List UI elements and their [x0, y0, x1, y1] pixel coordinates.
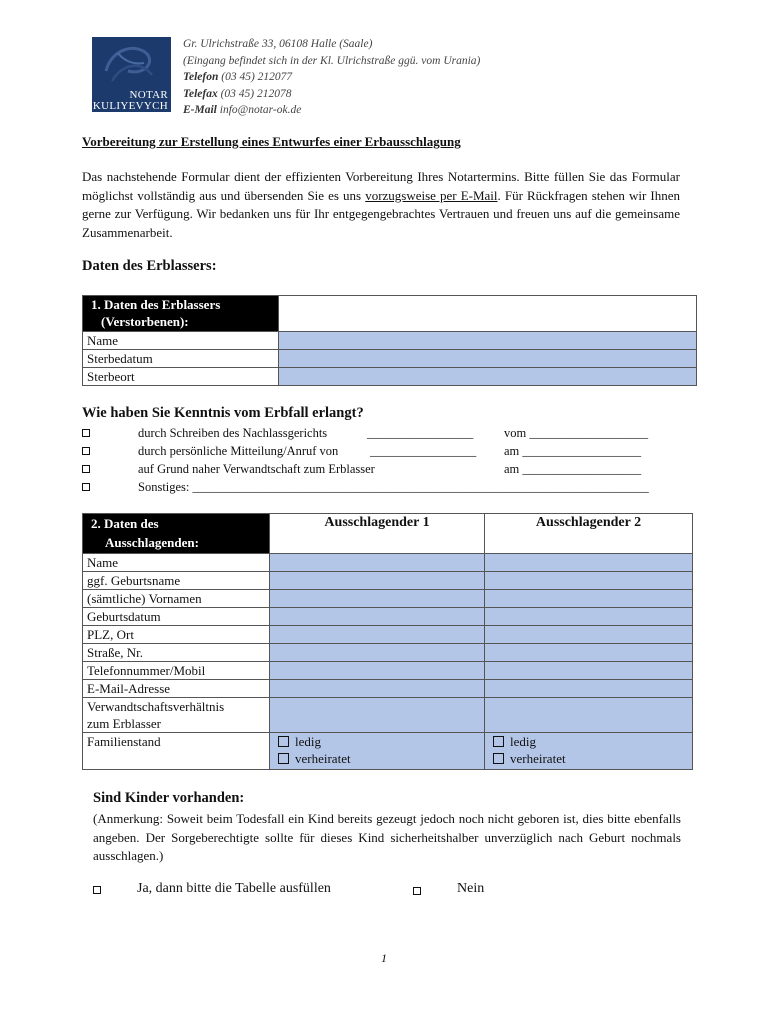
checkbox-single[interactable]	[278, 736, 289, 747]
renouncer2-field[interactable]	[485, 590, 693, 608]
renouncer2-field[interactable]	[485, 662, 693, 680]
testator-name-field[interactable]	[279, 332, 697, 350]
knowledge-heading: Wie haben Sie Kenntnis vom Erbfall erlangt?	[82, 405, 364, 421]
checkbox-married[interactable]	[278, 753, 289, 764]
relationship-line2: zum Erblasser	[87, 716, 162, 731]
renouncer1-field[interactable]	[270, 572, 485, 590]
row-label: (sämtliche) Vornamen	[83, 590, 270, 608]
relationship-line1: Verwandtschaftsverhältnis	[87, 699, 225, 714]
intro-text-2: . Für Rückfragen stehen wir Ihnen gerne zur Verfügung. Wir bedanken uns für Ihr entgegengebrachtes Vertrauen und freuen uns auf die gemeinsame Zusammenarbeit.	[82, 187, 680, 240]
option-label: ledig	[295, 734, 321, 749]
knowledge-option-1	[82, 426, 649, 441]
email-label: E-Mail	[183, 104, 217, 116]
children-note: (Anmerkung: Soweit beim Todesfall ein Kind bereits gezeugt jedoch noch nicht geboren ist, dies bitte ebenfalls angeben. Der Sorgeberechtigte sollte für dieses Kind sicherheitshalber unverzüglich nach Geburt nochmals ausschlagen.)	[93, 811, 681, 863]
fax-line	[183, 86, 480, 103]
children-options	[93, 881, 485, 899]
intro-text-1: Das nachstehende Formular dient der effizienten Vorbereitung Ihres Notartermins. Bitte füllen Sie das Formular möglichst vollständig aus und übersenden Sie es uns	[82, 169, 680, 203]
testator-table-header	[83, 296, 279, 332]
knowledge-option-2	[82, 444, 642, 459]
renouncer2-relationship-field[interactable]	[485, 698, 693, 733]
testator-header-line2: (Verstorbenen):	[101, 314, 189, 329]
renouncer2-field[interactable]	[485, 554, 693, 572]
testator-header-empty	[279, 296, 697, 332]
option-label: auf Grund naher Verwandtschaft zum Erblasser	[138, 462, 375, 476]
option-blank[interactable]: _________________	[367, 426, 474, 440]
row-label: Telefonnummer/Mobil	[83, 662, 270, 680]
option-label: durch persönliche Mitteilung/Anruf von	[138, 444, 339, 458]
logo-text-notar: NOTAR	[129, 89, 168, 101]
letterhead-address	[183, 36, 480, 119]
option-label: ledig	[510, 734, 536, 749]
checkbox-single[interactable]	[493, 736, 504, 747]
renouncer1-field[interactable]	[270, 662, 485, 680]
testator-row-label: Sterbeort	[83, 368, 279, 386]
option-label: Sonstiges: _________________________________________________________________________	[138, 480, 649, 494]
option-married[interactable]	[493, 750, 688, 767]
section1-heading: Daten des Erblassers:	[82, 258, 217, 274]
row-label: E-Mail-Adresse	[83, 680, 270, 698]
renouncer1-field[interactable]	[270, 554, 485, 572]
renouncer1-field[interactable]	[270, 590, 485, 608]
renouncer1-relationship-field[interactable]	[270, 698, 485, 733]
row-label: Geburtsdatum	[83, 608, 270, 626]
checkbox-court-letter[interactable]	[82, 429, 90, 437]
email-line	[183, 102, 480, 119]
renouncer-header-line2: Ausschlagenden:	[105, 535, 199, 550]
row-label: ggf. Geburtsname	[83, 572, 270, 590]
renouncer1-field[interactable]	[270, 608, 485, 626]
checkbox-children-no[interactable]	[413, 887, 421, 895]
checkbox-close-relation[interactable]	[82, 465, 90, 473]
email-address[interactable]: info@notar-ok.de	[219, 104, 302, 116]
intro-paragraph	[82, 168, 680, 242]
knowledge-option-3	[82, 462, 642, 477]
testator-row-label: Sterbedatum	[83, 350, 279, 368]
renouncer1-marital-options	[270, 733, 485, 770]
column-renouncer-2: Ausschlagender 2	[485, 514, 693, 554]
row-label: Name	[83, 554, 270, 572]
testator-death-date-field[interactable]	[279, 350, 697, 368]
renouncer1-field[interactable]	[270, 626, 485, 644]
renouncer2-field[interactable]	[485, 608, 693, 626]
page-number: 1	[381, 951, 387, 965]
phone-label: Telefon	[183, 71, 219, 83]
row-label: PLZ, Ort	[83, 626, 270, 644]
option-date-blank[interactable]: am ___________________	[504, 444, 642, 458]
option-label: verheiratet	[510, 751, 566, 766]
notary-logo	[92, 37, 171, 112]
column-renouncer-1: Ausschlagender 1	[270, 514, 485, 554]
option-date-blank[interactable]: am ___________________	[504, 462, 642, 476]
renouncer2-field[interactable]	[485, 680, 693, 698]
option-date-blank[interactable]: vom ___________________	[504, 426, 649, 440]
row-label: Straße, Nr.	[83, 644, 270, 662]
entrance-line: (Eingang befindet sich in der Kl. Ulrichstraße ggü. vom Urania)	[183, 54, 481, 67]
fax-number: (03 45) 212078	[220, 87, 292, 100]
checkbox-married[interactable]	[493, 753, 504, 764]
row-label-relationship	[83, 698, 270, 733]
renouncer2-marital-options	[485, 733, 693, 770]
renouncer-table-header	[83, 514, 270, 554]
renouncer2-field[interactable]	[485, 626, 693, 644]
children-heading: Sind Kinder vorhanden:	[93, 790, 245, 806]
renouncer2-field[interactable]	[485, 644, 693, 662]
logo-text-name: KULIYEVYCH	[92, 100, 168, 112]
option-label: durch Schreiben des Nachlassgerichts	[138, 426, 328, 440]
checkbox-personal-notice[interactable]	[82, 447, 90, 455]
checkbox-other[interactable]	[82, 483, 90, 491]
renouncer-table	[82, 513, 693, 770]
option-yes-label: Ja, dann bitte die Tabelle ausfüllen	[137, 881, 331, 896]
testator-death-place-field[interactable]	[279, 368, 697, 386]
renouncer1-field[interactable]	[270, 680, 485, 698]
page-title: Vorbereitung zur Erstellung eines Entwurfes einer Erbausschlagung	[82, 134, 461, 149]
phone-line	[183, 69, 480, 86]
testator-row-label: Name	[83, 332, 279, 350]
row-label-marital: Familienstand	[83, 733, 270, 770]
phone-number: (03 45) 212077	[221, 71, 293, 83]
knowledge-option-4	[82, 480, 649, 495]
logo-emblem-icon	[98, 41, 158, 87]
option-blank[interactable]: _________________	[370, 444, 477, 458]
fax-label: Telefax	[183, 87, 218, 100]
option-single[interactable]	[493, 733, 688, 750]
option-label: verheiratet	[295, 751, 351, 766]
renouncer-header-line1: 2. Daten des	[91, 516, 159, 531]
renouncer1-field[interactable]	[270, 644, 485, 662]
intro-email-emphasis: vorzugsweise per E-Mail	[365, 187, 498, 203]
address-line: Gr. Ulrichstraße 33, 06108 Halle (Saale)	[183, 38, 373, 50]
testator-table	[82, 295, 697, 386]
renouncer2-field[interactable]	[485, 572, 693, 590]
testator-header-line1: 1. Daten des Erblassers	[91, 297, 221, 312]
option-married[interactable]	[278, 750, 480, 767]
checkbox-children-yes[interactable]	[93, 886, 101, 894]
option-no-label: Nein	[457, 881, 485, 896]
option-single[interactable]	[278, 733, 480, 750]
